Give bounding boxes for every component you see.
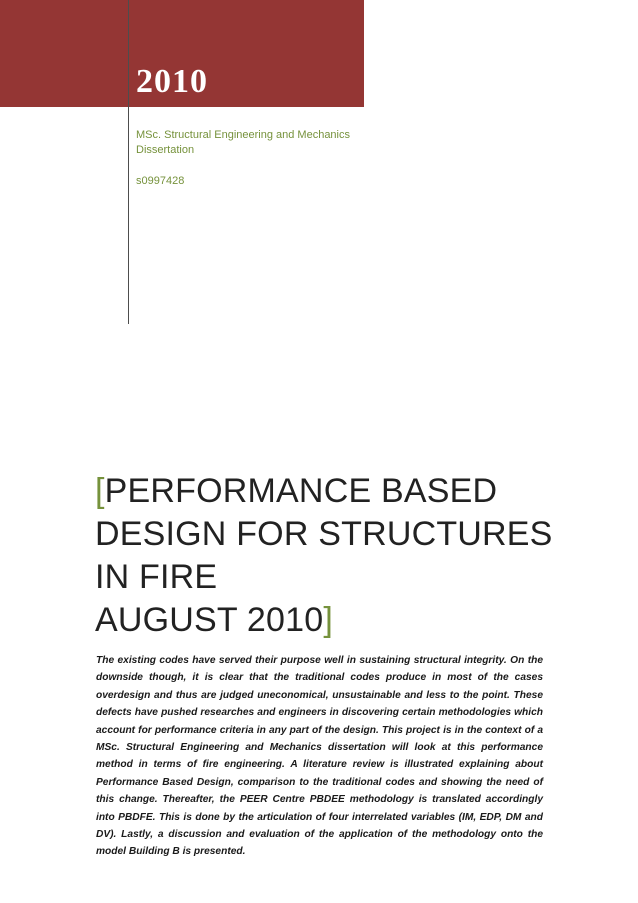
title-line-3: IN FIRE	[95, 558, 218, 596]
student-id: s0997428	[136, 175, 185, 187]
vertical-rule	[128, 0, 129, 324]
title-open-bracket: [	[95, 472, 105, 510]
title-close-bracket: ]	[323, 601, 334, 639]
document-title	[95, 470, 555, 642]
title-line-1-text: PERFORMANCE BASED	[104, 472, 498, 510]
cover-year: 2010	[136, 63, 208, 100]
title-line-1	[95, 470, 555, 513]
title-line-2: DESIGN FOR STRUCTURES	[95, 515, 553, 553]
abstract-paragraph: The existing codes have served their purpose well in sustaining structural integrity. On the downside though, it is clear that the traditional codes produce in most of the cases overdesign and thus are judged uneconomical, unsustainable and less to the point. These defects have pushed researches and engineers in discovering certain methodologies which account for performance criteria in any part of the design. This project is in the context of a MSc. Structural Engineering and Mechanics dissertation will look at this performance method in terms of fire engineering. A literature review is illustrated explaining about Performance Based Design, comparison to the traditional codes and showing the need of this change. Thereafter, the PEER Centre PBDEE methodology is translated accordingly into PBDFE. This is done by the articulation of four interrelated variables (IM, EDP, DM and DV). Lastly, a discussion and evaluation of the application of the methodology onto the model Building B is presented.	[96, 655, 543, 858]
title-line-4	[95, 599, 555, 642]
cover-subtitle: MSc. Structural Engineering and Mechanics Dissertation	[136, 129, 350, 156]
title-line-4-text: AUGUST 2010	[95, 601, 324, 639]
